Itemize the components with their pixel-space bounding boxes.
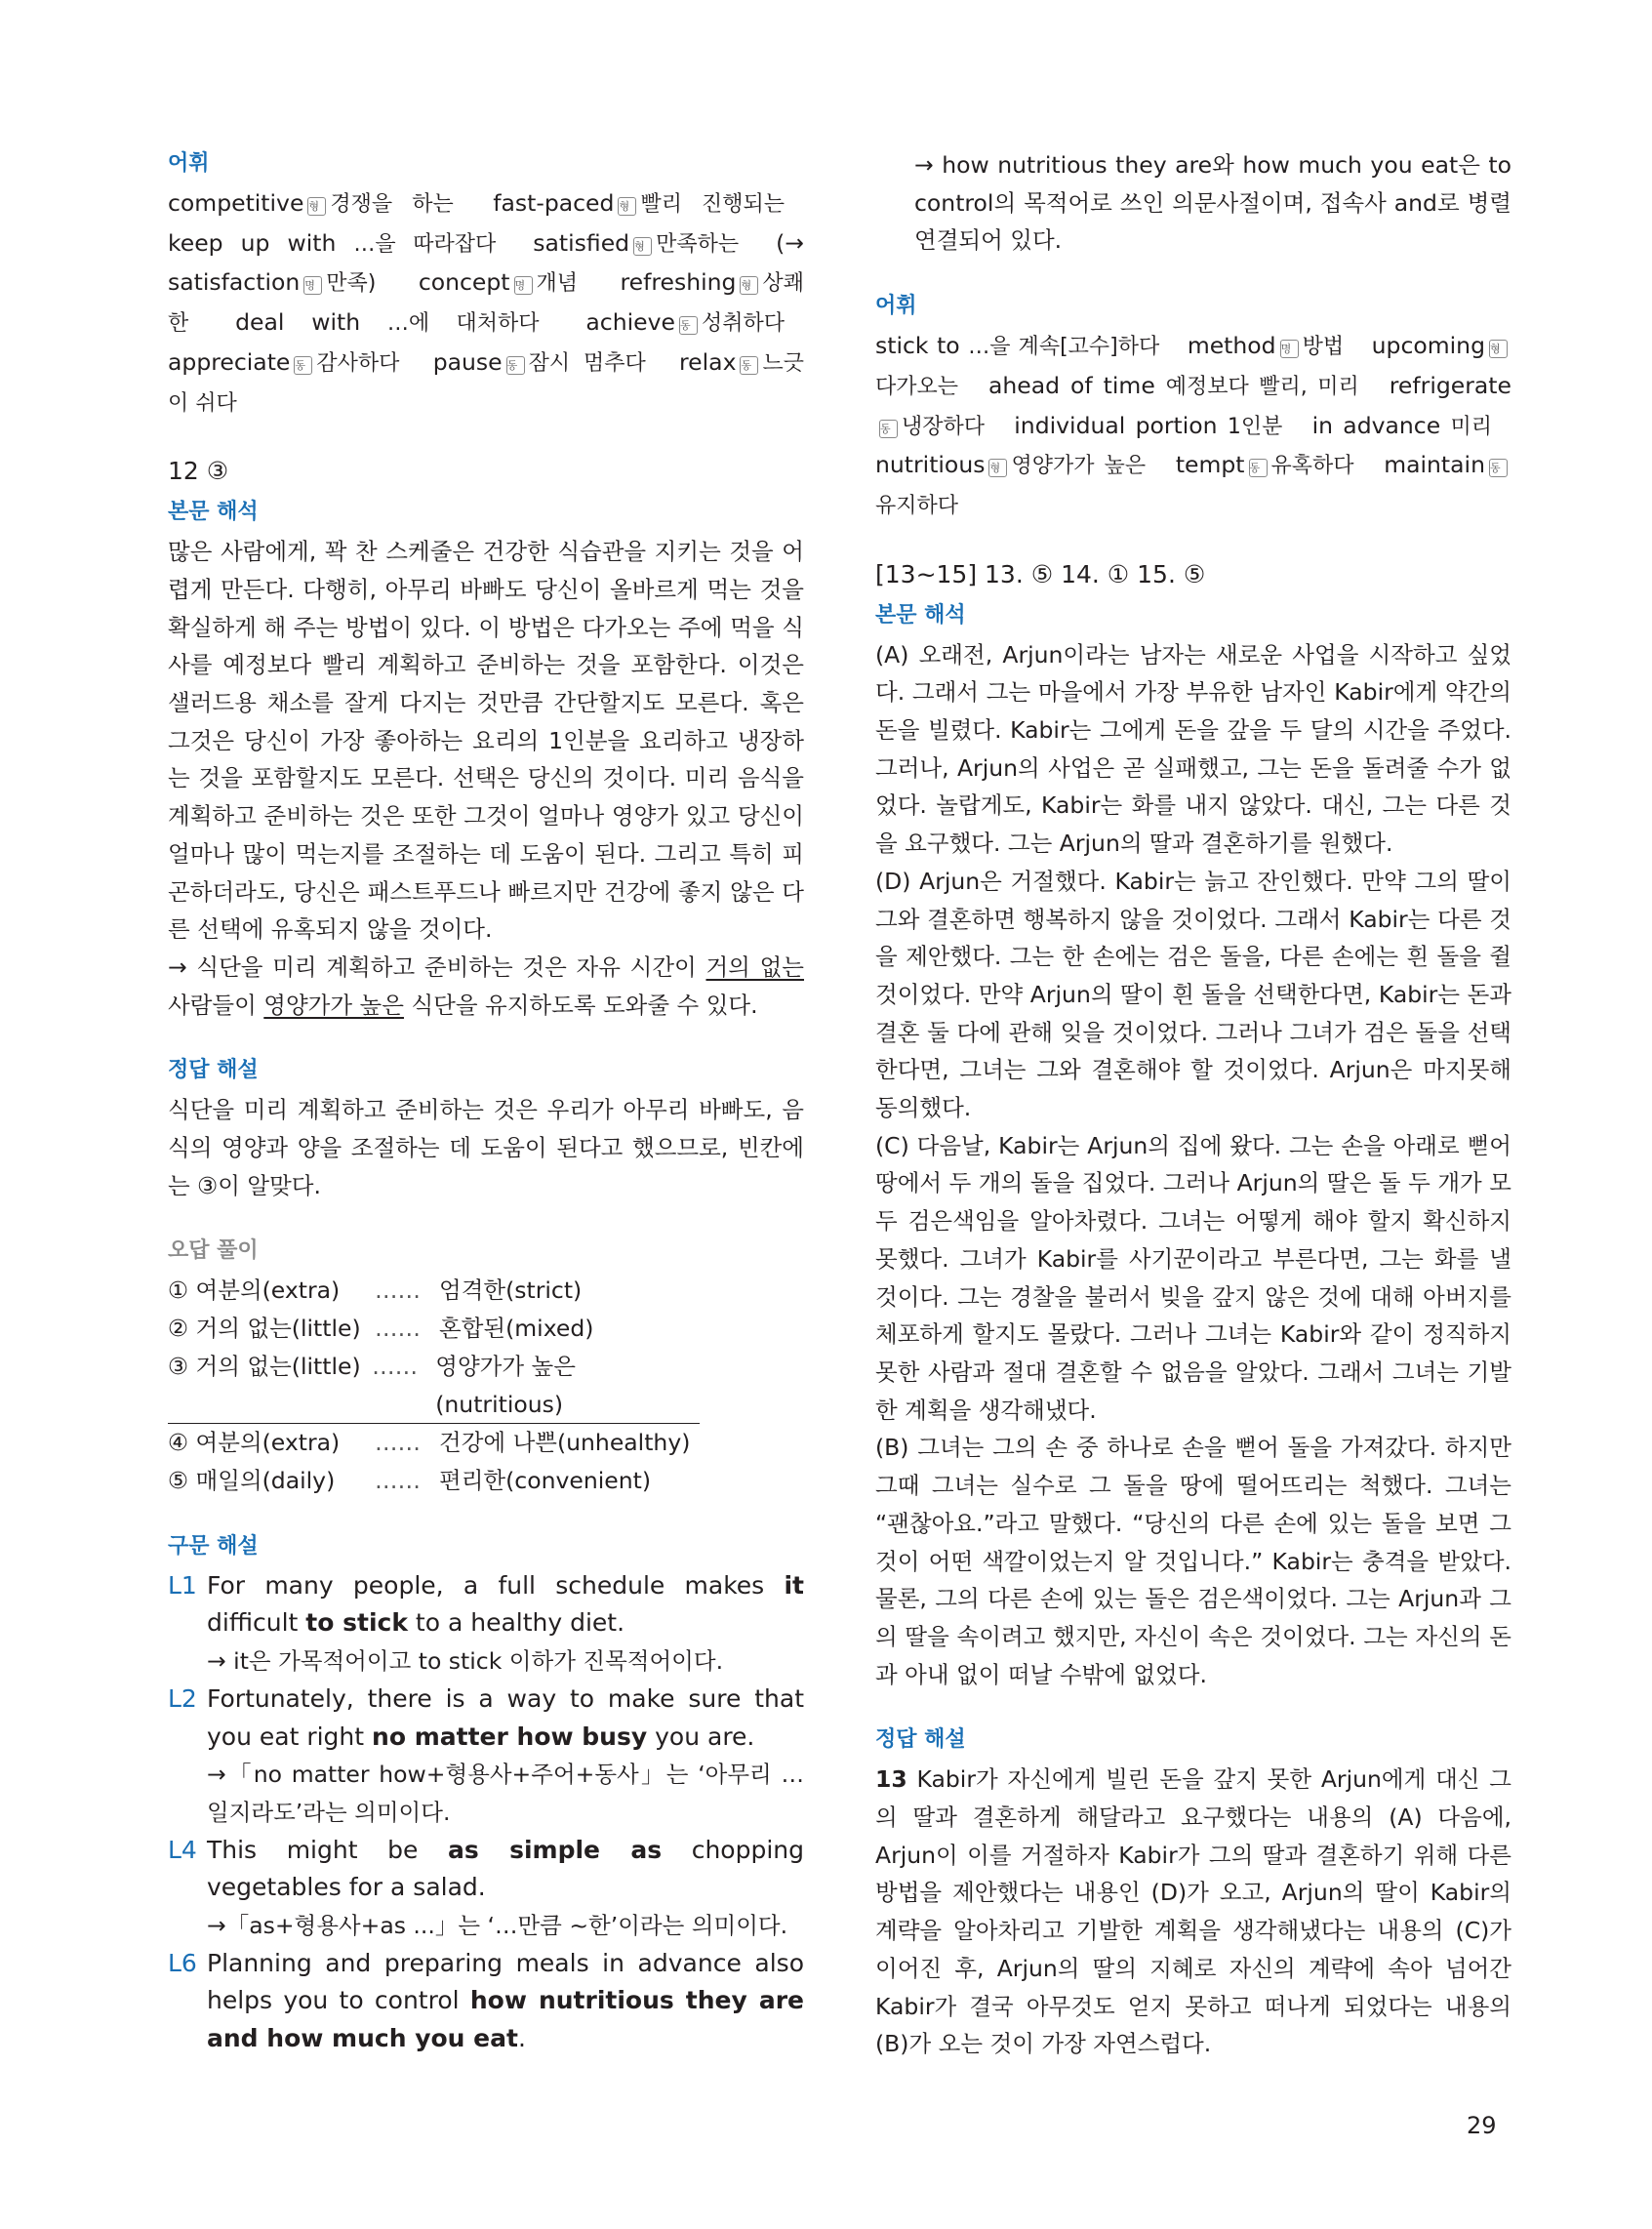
blank-a: 거의 없는 <box>705 952 804 981</box>
part-of-speech-icon: 동 <box>294 356 312 375</box>
vocab-entry: achieve 동 성취하다 <box>585 308 785 337</box>
vocab-entry: individual portion 1인분 <box>1014 411 1283 439</box>
vocab-entry: pause 동 잠시 멈추다 <box>432 347 646 376</box>
vocab-entry: keep up with …을 따라잡다 <box>168 228 497 257</box>
part-of-speech-icon: 명 <box>514 276 533 295</box>
part-of-speech-icon: 동 <box>1249 459 1268 477</box>
vocab-list <box>168 184 804 423</box>
right-column <box>875 146 1511 2063</box>
vocab-heading: 어휘 <box>875 294 917 319</box>
syntax-note-1: → it은 가목적어이고 to stick 이하가 진목적어이다. <box>207 1647 724 1676</box>
vocab-entry: relax 동 느긋이 쉬다 <box>168 347 804 416</box>
answer-text: 13 Kabir가 자신에게 빌린 돈을 갚지 못한 Arjun에게 대신 그의 딸과 결혼하게 해달라고 요구했다는 내용의 (A) 다음에, Arjun이 이를 거절하자 Kabir가 그의 딸과 결혼하기 위해 다른 방법을 제안했다는 내용인 (D)가 오고, Arjun의 딸이 Kabir의 계략을 알아차리고 기발한 계획을 생각해냈다는 내용의 (C)가 이어진 후, Arjun의 딸의 지혜로 자신의 계략에 속아 넘어간 Kabir가 결국 아무것도 얻지 못하고 떠나게 되었다는 내용의 (B)가 오는 것이 가장 자연스럽다. <box>875 1765 1511 2058</box>
vocab-heading: 어휘 <box>168 151 210 176</box>
question-number: 12 ③ <box>168 457 229 486</box>
syntax-line-4: L4 This might be as simple as chopping vegetables for a salad. <box>168 1835 804 1902</box>
option-row: ① 여분의(extra) …… 엄격한(strict) <box>168 1277 583 1305</box>
syntax-note-2: →「no matter how+형용사+주어+동사」는 ‘아무리 …일지라도’라는 의미이다. <box>207 1761 804 1826</box>
part-of-speech-icon: 형 <box>307 197 326 216</box>
part-of-speech-icon: 명 <box>303 276 322 295</box>
vocab-entry: deal with …에 대처하다 <box>235 308 540 337</box>
translation-text: 많은 사람에게, 꽉 찬 스케줄은 건강한 식습관을 지키는 것을 어렵게 만든다. 다행히, 아무리 바빠도 당신이 올바르게 먹는 것을 확실하게 해 주는 방법이 있다. 이 방법은 다가오는 주에 먹을 식사를 예정보다 빨리 계획하고 준비하는 것을 포함한다. 이것은 샐러드용 채소를 잘게 다지는 것만큼 간단할지도 모른다. 혹은 그것은 당신이 가장 좋아하는 요리의 1인분을 요리하고 냉장하는 것을 포함할지도 모른다. 선택은 당신의 것이다. 미리 음식을 계획하고 준비하는 것은 또한 그것이 얼마나 영양가 있고 당신이 얼마나 많이 먹는지를 조절하는 데 도움이 된다. 그리고 특히 피곤하더라도, 당신은 패스트푸드나 빠르지만 건강에 좋지 않은 다른 선택에 유혹되지 않을 것이다. <box>168 538 804 944</box>
vocab-entry: refrigerate동 냉장하다 <box>880 371 1511 439</box>
syntax-line-1: L1 For many people, a full schedule makes it difficult to stick to a healthy diet. <box>168 1570 804 1638</box>
part-of-speech-icon: 형 <box>633 237 652 256</box>
wrong-answers-heading: 오답 풀이 <box>168 1238 259 1264</box>
part-of-speech-icon: 동 <box>1489 459 1508 477</box>
vocab-entry: method 명 방법 <box>1187 332 1345 360</box>
part-of-speech-icon: 형 <box>740 276 758 295</box>
vocab-entry: competitive 형 경쟁을 하는 <box>168 189 454 217</box>
translation-heading: 본문 해석 <box>168 500 259 525</box>
vocab-entry: satisfied 형 만족하는 <box>533 228 740 257</box>
vocab-entry: upcoming 형다가오는 <box>875 332 1511 399</box>
vocab-entry: refreshing 형 상쾌한 <box>168 268 804 337</box>
vocab-entry: (→ satisfaction 명 만족) <box>168 228 804 297</box>
summary-text: → 식단을 미리 계획하고 준비하는 것은 자유 시간이 거의 없는 사람들이 영양가가 높은 식단을 유지하도록 도와줄 수 있다. <box>168 952 804 1019</box>
syntax-note-4: →「as+형용사+as ...」는 ‘…만큼 ~한’이라는 의미이다. <box>207 1912 788 1940</box>
answer-heading: 정답 해설 <box>168 1058 259 1083</box>
vocab-entry: concept 명 개념 <box>418 268 579 297</box>
paragraph-a: (A) 오래전, Arjun이라는 남자는 새로운 사업을 시작하고 싶었다. 그래서 그는 마을에서 가장 부유한 남자인 Kabir에게 약간의 돈을 빌렸다. Kabir는 그에게 돈을 갚을 두 달의 시간을 주었다. 그러나, Arjun의 사업은 곧 실패했고, 그는 돈을 돌려줄 수가 없었다. 놀랍게도, Kabir는 화를 내지 않았다. 대신, 그는 다른 것을 요구했다. 그는 Arjun의 딸과 결혼하기를 원했다. <box>875 640 1511 858</box>
paragraph-b: (B) 그녀는 그의 손 중 하나로 손을 뻗어 돌을 가져갔다. 하지만 그때 그녀는 실수로 그 돌을 땅에 떨어뜨리는 척했다. 그녀는 “괜찮아요.”라고 말했다. “당신의 다른 손에 있는 돌을 보면 그것이 어떤 색깔이었는지 알 것입니다.” Kabir는 충격을 받았다. 물론, 그의 다른 손에 있는 돌은 검은색이었다. 그는 Arjun과 그의 딸을 속이려고 했지만, 자신이 속은 것이었다. 그는 자신의 돈과 아내 없이 떠날 수밖에 없었다. <box>875 1434 1511 1688</box>
option-row: ② 거의 없는(little) …… 혼합된(mixed) <box>168 1315 594 1343</box>
vocab-entry: appreciate 동 감사하다 <box>168 347 400 376</box>
part-of-speech-icon: 형 <box>988 459 1007 477</box>
paragraph-d: (D) Arjun은 거절했다. Kabir는 늙고 잔인했다. 만약 그의 딸이 그와 결혼하면 행복하지 않을 것이었다. 그래서 Kabir는 다른 것을 제안했다. 그는 한 손에는 검은 돌을, 다른 손에는 흰 돌을 쥘 것이었다. 만약 Arjun의 딸이 흰 돌을 선택한다면, Kabir는 돈과 결혼 둘 다에 관해 잊을 것이었다. 그러나 그녀가 검은 돌을 선택한다면, 그녀는 그와 결혼해야 할 것이었다. Arjun은 마지못해 동의했다. <box>875 867 1511 1122</box>
vocab-entry: stick to …을 계속[고수]하다 <box>875 332 1160 360</box>
vocab-entry: nutritious 형 영양가가 높은 <box>875 451 1147 479</box>
vocab-list <box>875 327 1511 526</box>
translation-heading: 본문 해석 <box>875 602 966 628</box>
part-of-speech-icon: 명 <box>1280 340 1299 358</box>
answer-heading: 정답 해설 <box>875 1727 966 1753</box>
paragraph-c: (C) 다음날, Kabir는 Arjun의 집에 왔다. 그는 손을 아래로 뻗어 땅에서 두 개의 돌을 집었다. 그러나 Arjun의 딸은 돌 두 개가 모두 검은색임을 알아차렸다. 그녀는 어떻게 해야 할지 확신하지 못했다. 그녀가 Kabir를 사기꾼이라고 부른다면, 그는 화를 낼 것이다. 그는 경찰을 불러서 빚을 갚지 않은 것에 대해 아버지를 체포하게 할지도 몰랐다. 그러나 그녀는 Kabir와 같이 정직하지 못한 사람과 절대 결혼할 수 없음을 알았다. 그래서 그녀는 기발한 계획을 생각해냈다. <box>875 1131 1511 1424</box>
syntax-line-6: L6 Planning and preparing meals in advance also helps you to control how nutritious they are and how much you eat. <box>168 1948 804 2053</box>
option-row: ⑤ 매일의(daily) …… 편리한(convenient) <box>168 1466 651 1494</box>
syntax-line-2: L2 Fortunately, there is a way to make sure that you eat right no matter how busy you are. <box>168 1683 804 1751</box>
option-row: ③ 거의 없는(little) …… 영양가가 높은(nutritious) <box>168 1348 700 1424</box>
vocab-entry: tempt 동 유혹하다 <box>1175 451 1354 479</box>
part-of-speech-icon: 형 <box>618 197 636 216</box>
syntax-heading: 구문 해설 <box>168 1533 259 1559</box>
part-of-speech-icon: 동 <box>879 420 898 438</box>
part-of-speech-icon: 동 <box>740 356 758 375</box>
part-of-speech-icon: 동 <box>679 316 698 335</box>
left-column <box>168 146 804 2058</box>
vocab-entry: in advance 미리 <box>1311 411 1492 439</box>
answer-text: 식단을 미리 계획하고 준비하는 것은 우리가 아무리 바빠도, 음식의 영양과 양을 조절하는 데 도움이 된다고 했으므로, 빈칸에는 ③이 알맞다. <box>168 1096 804 1199</box>
option-row: ④ 여분의(extra) …… 건강에 나쁜(unhealthy) <box>168 1429 691 1457</box>
vocab-entry: ahead of time 예정보다 빨리, 미리 <box>988 371 1359 399</box>
blank-b: 영양가가 높은 <box>263 991 404 1019</box>
options-list <box>168 1272 804 1499</box>
part-of-speech-icon: 동 <box>506 356 525 375</box>
continued-note: → how nutritious they are와 how much you eat은 to control의 목적어로 쓰인 의문사절이며, 접속사 and로 병렬 연결되어 있다. <box>914 151 1511 255</box>
vocab-entry: maintain 동유지하다 <box>875 451 1511 518</box>
question-number: [13~15] 13. ⑤ 14. ① 15. ⑤ <box>875 559 1206 588</box>
vocab-entry: fast-paced 형 빨리 진행되는 <box>493 189 785 217</box>
part-of-speech-icon: 형 <box>1489 340 1508 358</box>
page-number: 29 <box>1467 2112 1497 2139</box>
